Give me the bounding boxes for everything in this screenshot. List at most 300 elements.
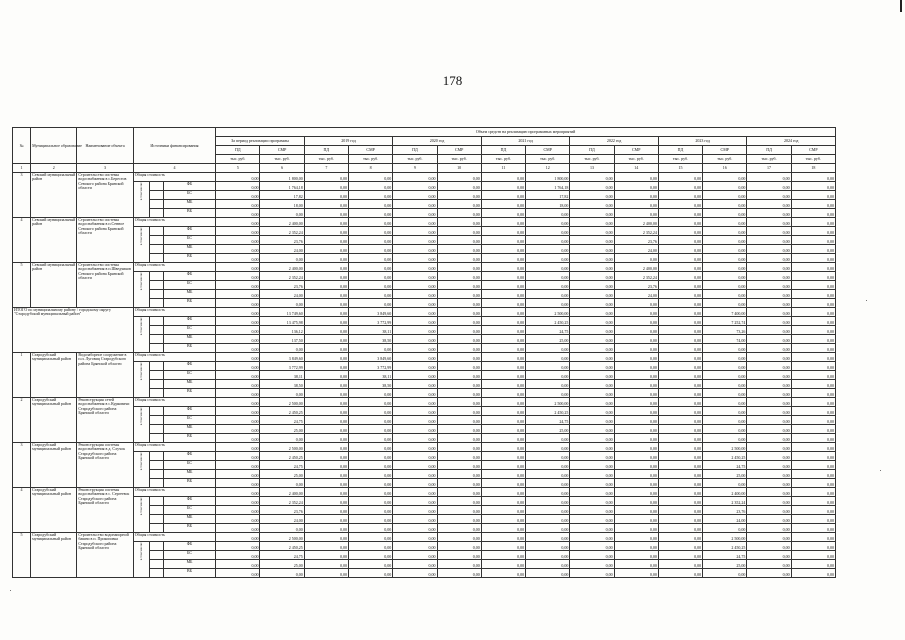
col-number-cell: 16 <box>703 164 747 173</box>
value-cell: 0,00 <box>570 551 614 560</box>
value-cell: 0,00 <box>747 389 791 398</box>
value-cell: 0,00 <box>437 560 481 569</box>
value-cell: 24,75 <box>260 551 304 560</box>
col-unit-header: тыс. руб. <box>614 155 658 164</box>
value-cell: 0,00 <box>349 497 393 506</box>
value-cell: 0,00 <box>526 380 570 389</box>
col-number-cell: 14 <box>614 164 658 173</box>
value-cell: 0,00 <box>570 524 614 533</box>
value-cell: 0,00 <box>349 407 393 416</box>
value-cell: 0,00 <box>526 209 570 218</box>
value-cell: 0,00 <box>570 569 614 578</box>
value-cell: 0,00 <box>216 380 260 389</box>
value-cell: 0,00 <box>437 569 481 578</box>
value-cell: 0,00 <box>437 290 481 299</box>
value-cell: 2 400,00 <box>260 263 304 272</box>
value-cell: 0,00 <box>393 209 437 218</box>
value-cell: 0,00 <box>481 308 525 317</box>
value-cell: 0,00 <box>349 551 393 560</box>
value-cell: 2 500,00 <box>703 443 747 452</box>
value-cell: 0,00 <box>526 479 570 488</box>
value-cell: 0,00 <box>481 425 525 434</box>
value-cell: 0,00 <box>437 380 481 389</box>
value-cell: 0,00 <box>481 245 525 254</box>
value-cell: 0,00 <box>703 524 747 533</box>
value-cell: 0,00 <box>481 344 525 353</box>
value-cell: 0,00 <box>526 461 570 470</box>
value-cell: 0,00 <box>216 416 260 425</box>
value-cell: 0,00 <box>526 263 570 272</box>
value-cell: 0,00 <box>614 506 658 515</box>
value-cell: 0,00 <box>703 209 747 218</box>
page-number: 178 <box>442 73 463 88</box>
value-cell: 0,00 <box>216 317 260 326</box>
value-cell: 0,00 <box>304 398 348 407</box>
value-cell: 0,00 <box>570 362 614 371</box>
source-code: БС <box>163 551 215 560</box>
value-cell: 0,00 <box>304 524 348 533</box>
value-cell: 3 849,60 <box>349 308 393 317</box>
source-code: ВБ <box>163 389 215 398</box>
value-cell: 0,00 <box>570 533 614 542</box>
value-cell: 0,00 <box>747 299 791 308</box>
including-text: в том числе: <box>139 542 144 561</box>
value-cell: 0,00 <box>437 173 481 182</box>
value-cell: 2 352,24 <box>260 497 304 506</box>
value-cell: 0,00 <box>791 524 835 533</box>
source-spacer <box>149 470 163 479</box>
value-cell: 24,00 <box>260 515 304 524</box>
value-cell: 0,00 <box>570 200 614 209</box>
value-cell: 0,00 <box>791 299 835 308</box>
value-cell: 0,00 <box>481 254 525 263</box>
col-unit-header: тыс. руб. <box>526 155 570 164</box>
value-cell: 0,00 <box>304 452 348 461</box>
source-spacer <box>149 569 163 578</box>
value-cell: 0,00 <box>526 569 570 578</box>
value-cell: 0,00 <box>216 200 260 209</box>
value-cell: 0,00 <box>481 524 525 533</box>
row-number: 1 <box>13 353 31 398</box>
value-cell: 0,00 <box>481 299 525 308</box>
table-row <box>13 452 836 461</box>
value-cell: 24,00 <box>614 290 658 299</box>
value-cell: 0,00 <box>216 344 260 353</box>
value-cell: 0,00 <box>747 515 791 524</box>
total-cost-label: Общая стоимость <box>133 173 216 182</box>
value-cell: 0,00 <box>614 353 658 362</box>
district-name: Севский муниципальный район <box>31 218 77 263</box>
value-cell: 0,00 <box>703 290 747 299</box>
value-cell: 2 500,00 <box>526 398 570 407</box>
value-cell: 0,00 <box>437 515 481 524</box>
source-spacer <box>149 362 163 371</box>
district-name: Севский муниципальный район <box>31 173 77 218</box>
value-cell: 0,00 <box>791 173 835 182</box>
including-text: в том числе: <box>139 227 144 246</box>
value-cell: 0,00 <box>393 344 437 353</box>
value-cell: 0,00 <box>437 335 481 344</box>
value-cell: 73,26 <box>703 326 747 335</box>
value-cell: 23,76 <box>260 281 304 290</box>
value-cell: 0,00 <box>349 488 393 497</box>
value-cell: 0,00 <box>570 290 614 299</box>
value-cell: 0,00 <box>216 443 260 452</box>
value-cell: 2 400,00 <box>614 218 658 227</box>
value-cell: 0,00 <box>304 218 348 227</box>
value-cell: 0,00 <box>658 542 702 551</box>
value-cell: 0,00 <box>658 353 702 362</box>
source-code: БС <box>163 236 215 245</box>
col-year-header: 2021 год <box>481 137 570 146</box>
value-cell: 0,00 <box>393 317 437 326</box>
value-cell: 0,00 <box>526 290 570 299</box>
value-cell: 23,76 <box>703 506 747 515</box>
value-cell: 0,00 <box>260 479 304 488</box>
value-cell: 0,00 <box>481 380 525 389</box>
value-cell: 25,00 <box>526 335 570 344</box>
including-text: в том числе: <box>139 452 144 471</box>
source-code: ФБ <box>163 182 215 191</box>
total-cost-label: Общая стоимость <box>133 353 216 362</box>
value-cell: 0,00 <box>747 317 791 326</box>
value-cell: 2 400,00 <box>614 263 658 272</box>
value-cell: 0,00 <box>791 497 835 506</box>
value-cell: 0,00 <box>216 470 260 479</box>
value-cell: 0,00 <box>437 470 481 479</box>
value-cell: 2 500,00 <box>260 533 304 542</box>
value-cell: 0,00 <box>658 416 702 425</box>
value-cell: 23,76 <box>260 506 304 515</box>
source-code: БС <box>163 461 215 470</box>
value-cell: 0,00 <box>304 308 348 317</box>
value-cell: 0,00 <box>437 344 481 353</box>
value-cell: 0,00 <box>393 488 437 497</box>
source-spacer <box>149 245 163 254</box>
value-cell: 0,00 <box>393 281 437 290</box>
value-cell: 0,00 <box>437 263 481 272</box>
value-cell: 0,00 <box>437 209 481 218</box>
value-cell: 0,00 <box>703 353 747 362</box>
value-cell: 0,00 <box>614 254 658 263</box>
value-cell: 0,00 <box>658 263 702 272</box>
col-number-cell: 10 <box>437 164 481 173</box>
value-cell: 0,00 <box>703 263 747 272</box>
value-cell: 0,00 <box>791 533 835 542</box>
value-cell: 0,00 <box>349 263 393 272</box>
value-cell: 0,00 <box>614 362 658 371</box>
value-cell: 0,00 <box>526 281 570 290</box>
value-cell: 2 450,25 <box>703 452 747 461</box>
value-cell: 0,00 <box>437 245 481 254</box>
source-spacer <box>149 407 163 416</box>
value-cell: 0,00 <box>393 515 437 524</box>
value-cell: 0,00 <box>658 191 702 200</box>
value-cell: 0,00 <box>747 560 791 569</box>
value-cell: 0,00 <box>393 533 437 542</box>
value-cell: 0,00 <box>216 425 260 434</box>
value-cell: 0,00 <box>747 470 791 479</box>
value-cell: 2 450,25 <box>703 542 747 551</box>
value-cell: 0,00 <box>747 191 791 200</box>
value-cell: 0,00 <box>614 173 658 182</box>
source-spacer <box>149 326 163 335</box>
value-cell: 0,00 <box>393 227 437 236</box>
value-cell: 0,00 <box>614 452 658 461</box>
value-cell: 38,11 <box>349 326 393 335</box>
value-cell: 0,00 <box>526 389 570 398</box>
value-cell: 0,00 <box>349 524 393 533</box>
including-label <box>133 362 149 398</box>
value-cell: 23,76 <box>614 281 658 290</box>
source-code: МБ <box>163 470 215 479</box>
value-cell: 2 400,00 <box>260 218 304 227</box>
value-cell: 0,00 <box>570 344 614 353</box>
value-cell: 0,00 <box>260 254 304 263</box>
source-code: МБ <box>163 290 215 299</box>
col-object-header: Наименование объекта <box>77 128 133 164</box>
value-cell: 0,00 <box>481 461 525 470</box>
value-cell: 0,00 <box>614 398 658 407</box>
value-cell: 0,00 <box>703 569 747 578</box>
value-cell: 0,00 <box>304 362 348 371</box>
value-cell: 0,00 <box>393 236 437 245</box>
value-cell: 0,00 <box>437 551 481 560</box>
value-cell: 0,00 <box>260 389 304 398</box>
value-cell: 0,00 <box>747 452 791 461</box>
col-unit-header: тыс. руб. <box>260 155 304 164</box>
value-cell: 0,00 <box>393 371 437 380</box>
value-cell: 0,00 <box>614 209 658 218</box>
value-cell: 0,00 <box>437 371 481 380</box>
value-cell: 0,00 <box>481 542 525 551</box>
source-spacer <box>149 497 163 506</box>
value-cell: 0,00 <box>703 299 747 308</box>
value-cell: 1 764,18 <box>260 182 304 191</box>
district-name: Севский муниципальный район <box>31 263 77 308</box>
value-cell: 0,00 <box>791 416 835 425</box>
value-cell: 0,00 <box>526 344 570 353</box>
value-cell: 2 352,24 <box>260 272 304 281</box>
col-smr-header: СМР <box>437 146 481 155</box>
value-cell: 0,00 <box>570 515 614 524</box>
value-cell: 0,00 <box>614 416 658 425</box>
value-cell: 0,00 <box>349 533 393 542</box>
value-cell: 2 352,24 <box>614 227 658 236</box>
value-cell: 0,00 <box>260 434 304 443</box>
value-cell: 0,00 <box>658 515 702 524</box>
value-cell: 0,00 <box>349 173 393 182</box>
col-pd-header: ПД <box>393 146 437 155</box>
value-cell: 0,00 <box>216 227 260 236</box>
col-period-total-header: За период реализации программы <box>216 137 305 146</box>
value-cell: 0,00 <box>216 263 260 272</box>
including-label <box>133 272 149 308</box>
value-cell: 24,75 <box>260 416 304 425</box>
value-cell: 0,00 <box>481 182 525 191</box>
value-cell: 0,00 <box>526 470 570 479</box>
value-cell: 0,00 <box>747 524 791 533</box>
col-year-header: 2019 год <box>304 137 393 146</box>
value-cell: 0,00 <box>304 380 348 389</box>
value-cell: 0,00 <box>393 569 437 578</box>
col-num-header: № <box>13 128 31 164</box>
value-cell: 0,00 <box>703 389 747 398</box>
col-unit-header: тыс. руб. <box>393 155 437 164</box>
value-cell: 0,00 <box>747 254 791 263</box>
value-cell: 0,00 <box>614 533 658 542</box>
value-cell: 0,00 <box>791 236 835 245</box>
col-unit-header: тыс. руб. <box>437 155 481 164</box>
value-cell: 0,00 <box>393 407 437 416</box>
value-cell: 0,00 <box>304 254 348 263</box>
value-cell: 0,00 <box>703 380 747 389</box>
col-number-cell: 1 <box>13 164 31 173</box>
table-row <box>13 362 836 371</box>
col-unit-header: тыс. руб. <box>481 155 525 164</box>
total-cost-label: Общая стоимость <box>133 488 216 497</box>
value-cell: 0,00 <box>614 326 658 335</box>
value-cell: 0,00 <box>791 560 835 569</box>
value-cell: 0,00 <box>437 479 481 488</box>
table-row <box>13 497 836 506</box>
value-cell: 0,00 <box>570 497 614 506</box>
source-spacer <box>149 335 163 344</box>
value-cell: 0,00 <box>349 515 393 524</box>
value-cell: 0,00 <box>304 488 348 497</box>
value-cell: 0,00 <box>526 371 570 380</box>
value-cell: 0,00 <box>658 569 702 578</box>
value-cell: 0,00 <box>791 353 835 362</box>
value-cell: 0,00 <box>747 290 791 299</box>
col-number-cell: 2 <box>31 164 77 173</box>
value-cell: 0,00 <box>747 227 791 236</box>
table-row <box>13 173 836 182</box>
col-number-cell: 5 <box>216 164 260 173</box>
value-cell: 0,00 <box>570 380 614 389</box>
col-pd-header: ПД <box>216 146 260 155</box>
value-cell: 0,00 <box>526 362 570 371</box>
value-cell: 2 450,25 <box>260 542 304 551</box>
value-cell: 0,00 <box>526 542 570 551</box>
value-cell: 0,00 <box>481 488 525 497</box>
value-cell: 0,00 <box>481 497 525 506</box>
value-cell: 0,00 <box>658 281 702 290</box>
value-cell: 0,00 <box>437 236 481 245</box>
source-code: ФБ <box>163 407 215 416</box>
value-cell: 0,00 <box>791 470 835 479</box>
value-cell: 0,00 <box>570 182 614 191</box>
value-cell: 0,00 <box>216 497 260 506</box>
col-pd-header: ПД <box>570 146 614 155</box>
value-cell: 0,00 <box>570 218 614 227</box>
value-cell: 0,00 <box>304 191 348 200</box>
value-cell: 0,00 <box>791 335 835 344</box>
col-number-cell: 17 <box>747 164 791 173</box>
value-cell: 0,00 <box>437 533 481 542</box>
value-cell: 0,00 <box>747 479 791 488</box>
value-cell: 0,00 <box>304 542 348 551</box>
source-code: ФБ <box>163 497 215 506</box>
value-cell: 0,00 <box>304 227 348 236</box>
table-row <box>13 182 836 191</box>
value-cell: 0,00 <box>481 443 525 452</box>
row-number: 5 <box>13 533 31 578</box>
source-code: ВБ <box>163 524 215 533</box>
including-text: в том числе: <box>139 497 144 516</box>
including-label <box>133 182 149 218</box>
value-cell: 25,00 <box>260 470 304 479</box>
value-cell: 0,00 <box>747 236 791 245</box>
value-cell: 0,00 <box>526 299 570 308</box>
value-cell: 0,00 <box>393 191 437 200</box>
value-cell: 0,00 <box>481 200 525 209</box>
including-label <box>133 542 149 578</box>
value-cell: 0,00 <box>570 425 614 434</box>
value-cell: 0,00 <box>658 227 702 236</box>
value-cell: 0,00 <box>349 560 393 569</box>
value-cell: 0,00 <box>393 497 437 506</box>
value-cell: 0,00 <box>393 542 437 551</box>
district-name: Стародубский муниципальный район <box>31 398 77 443</box>
source-code: ВБ <box>163 344 215 353</box>
value-cell: 0,00 <box>304 353 348 362</box>
value-cell: 2 352,24 <box>703 497 747 506</box>
value-cell: 0,00 <box>703 416 747 425</box>
value-cell: 0,00 <box>570 227 614 236</box>
source-code: ВБ <box>163 254 215 263</box>
value-cell: 0,00 <box>526 245 570 254</box>
value-cell: 0,00 <box>393 173 437 182</box>
value-cell: 0,00 <box>747 416 791 425</box>
value-cell: 0,00 <box>658 443 702 452</box>
value-cell: 0,00 <box>791 209 835 218</box>
value-cell: 0,00 <box>570 299 614 308</box>
value-cell: 7 252,74 <box>703 317 747 326</box>
value-cell: 0,00 <box>747 461 791 470</box>
including-text: в том числе: <box>139 182 144 201</box>
value-cell: 0,00 <box>304 569 348 578</box>
value-cell: 0,00 <box>658 506 702 515</box>
value-cell: 0,00 <box>614 407 658 416</box>
value-cell: 0,00 <box>216 506 260 515</box>
value-cell: 0,00 <box>437 434 481 443</box>
value-cell: 0,00 <box>747 218 791 227</box>
source-spacer <box>149 272 163 281</box>
value-cell: 0,00 <box>747 380 791 389</box>
source-code: ВБ <box>163 434 215 443</box>
value-cell: 17,82 <box>526 191 570 200</box>
value-cell: 0,00 <box>658 560 702 569</box>
value-cell: 0,00 <box>216 245 260 254</box>
value-cell: 0,00 <box>526 272 570 281</box>
scan-edge-mark <box>900 0 902 12</box>
total-cost-label: Общая стоимость <box>133 398 216 407</box>
source-code: ФБ <box>163 317 215 326</box>
value-cell: 0,00 <box>304 371 348 380</box>
value-cell: 2 500,00 <box>526 308 570 317</box>
col-unit-header: тыс. руб. <box>216 155 260 164</box>
value-cell: 0,00 <box>437 425 481 434</box>
value-cell: 0,00 <box>216 272 260 281</box>
scan-speck <box>10 590 11 591</box>
value-cell: 0,00 <box>658 497 702 506</box>
value-cell: 0,00 <box>570 263 614 272</box>
value-cell: 0,00 <box>658 218 702 227</box>
source-code: МБ <box>163 560 215 569</box>
value-cell: 0,00 <box>481 218 525 227</box>
col-unit-header: тыс. руб. <box>304 155 348 164</box>
